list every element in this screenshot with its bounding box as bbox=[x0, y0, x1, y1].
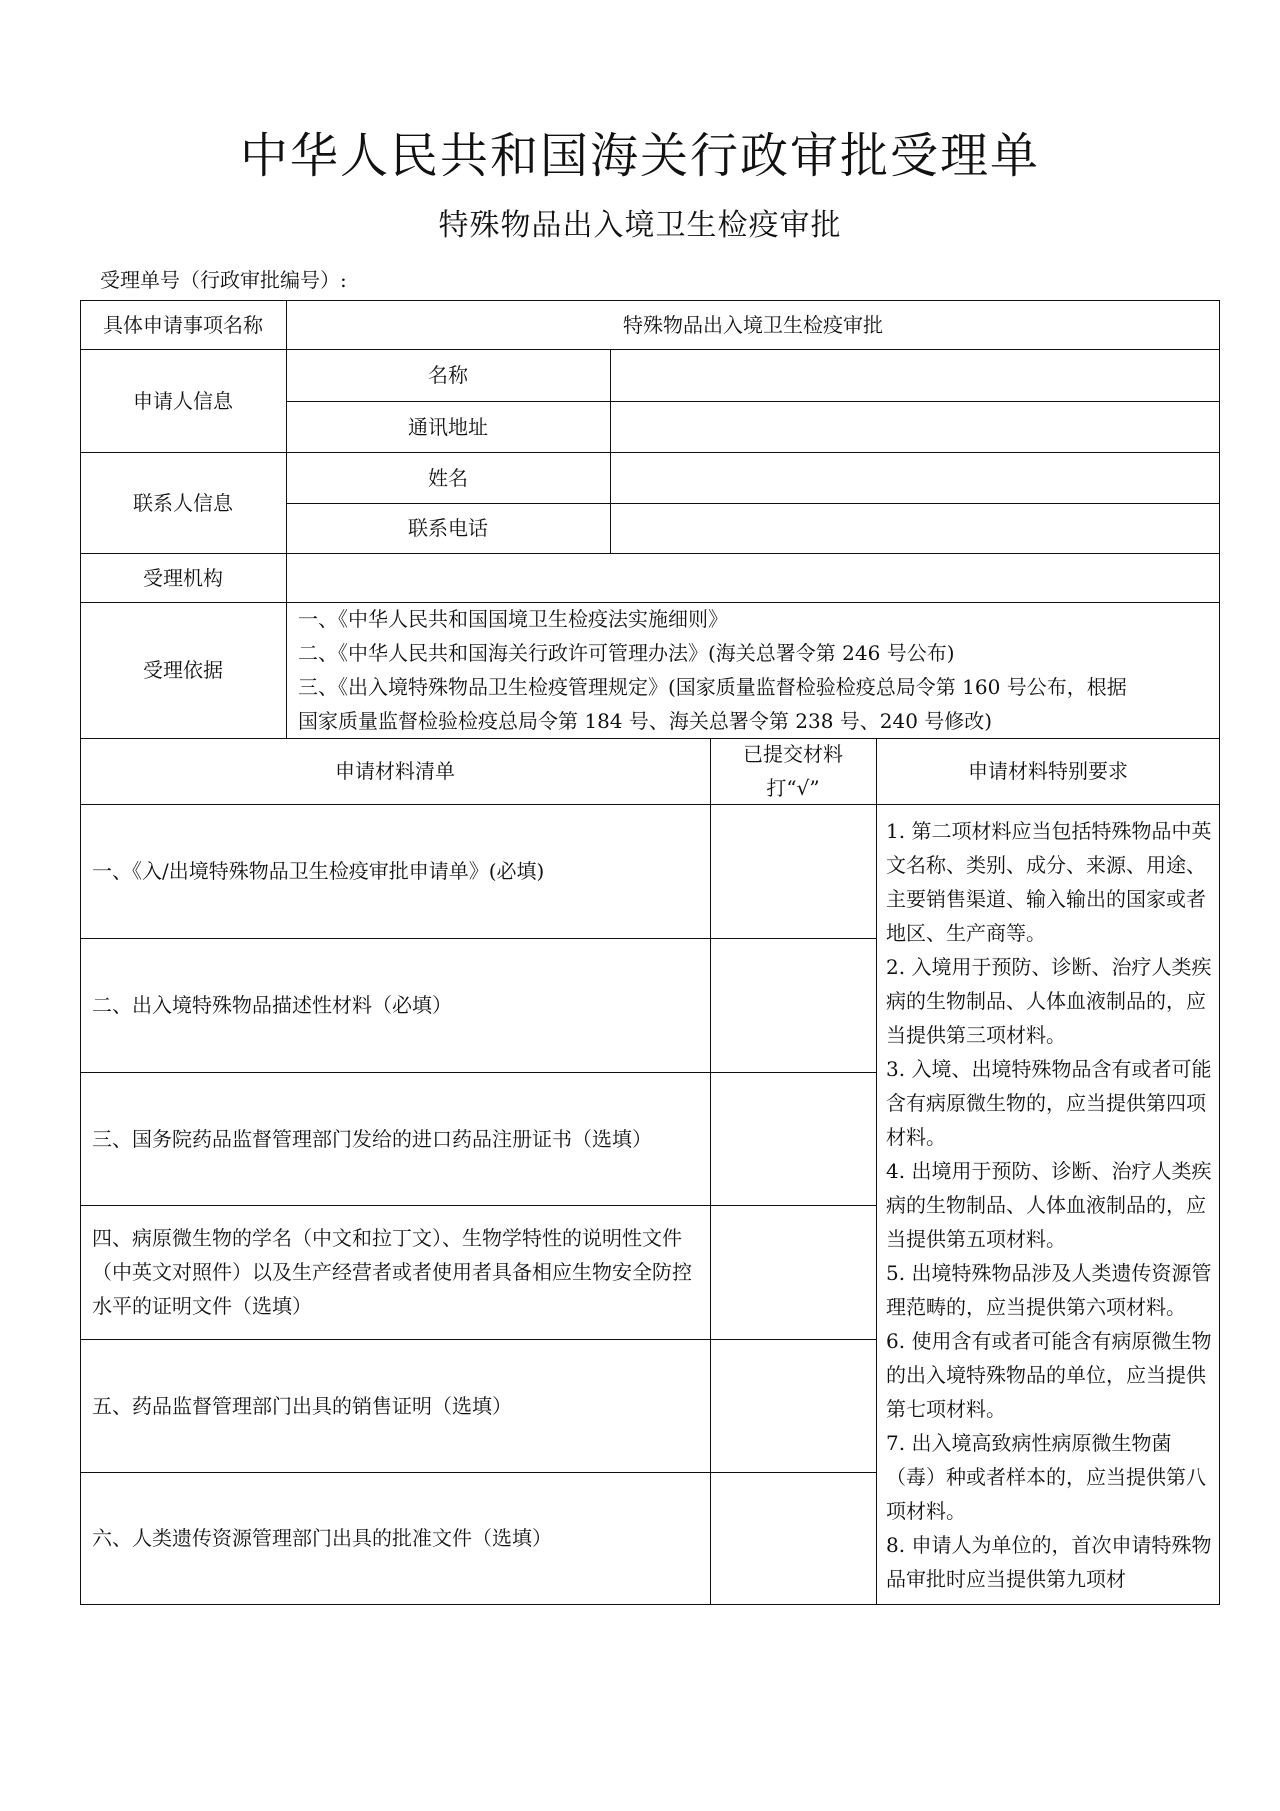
requirement-item: 1. 第二项材料应当包括特殊物品中英文名称、类别、成分、来源、用途、主要销售渠道、输入输出的国家或者地区、生产商等。 bbox=[886, 819, 1212, 945]
submitted-checkbox[interactable] bbox=[710, 1205, 876, 1339]
submitted-checkbox[interactable] bbox=[710, 1072, 876, 1205]
document-subtitle: 特殊物品出入境卫生检疫审批 bbox=[438, 208, 842, 243]
material-item: 一、《入/出境特殊物品卫生检疫审批申请单》(必填) bbox=[92, 859, 545, 883]
submitted-header-line: 打“√” bbox=[766, 776, 820, 800]
submitted-checkbox[interactable] bbox=[710, 1339, 876, 1472]
contact-info-label: 联系人信息 bbox=[133, 490, 233, 515]
requirement-item: 7. 出入境高致病性病原微生物菌（毒）种或者样本的，应当提供第八项材料。 bbox=[886, 1431, 1206, 1523]
requirement-item: 2. 入境用于预防、诊断、治疗人类疾病的生物制品、人体血液制品的，应当提供第三项材料。 bbox=[886, 955, 1212, 1047]
acceptance-number-label: 受理单号（行政审批编号）: bbox=[100, 268, 347, 292]
submitted-checkbox[interactable] bbox=[710, 1472, 876, 1604]
applicant-address-field[interactable] bbox=[610, 401, 1220, 452]
requirement-item: 3. 入境、出境特殊物品含有或者可能含有病原微生物的，应当提供第四项材料。 bbox=[886, 1057, 1212, 1149]
contact-phone-field[interactable] bbox=[610, 503, 1220, 553]
material-item: 四、病原微生物的学名（中文和拉丁文）、生物学特性的说明性文件（中英文对照件）以及生产经营者或者使用者具备相应生物安全防控水平的证明文件（选填） bbox=[92, 1226, 692, 1318]
material-item: 二、出入境特殊物品描述性材料（必填） bbox=[92, 993, 452, 1017]
requirements-header: 申请材料特别要求 bbox=[968, 759, 1128, 783]
basis-line: 三、《出入境特殊物品卫生检疫管理规定》(国家质量监督检验检疫总局令第 160 号公布，根据 bbox=[298, 675, 1127, 699]
contact-name-field[interactable] bbox=[610, 452, 1220, 503]
applicant-address-label: 通讯地址 bbox=[408, 414, 488, 439]
submitted-header bbox=[710, 738, 876, 804]
table-line bbox=[80, 1604, 1220, 1605]
material-item: 三、国务院药品监督管理部门发给的进口药品注册证书（选填） bbox=[92, 1126, 652, 1151]
submitted-checkbox[interactable] bbox=[710, 804, 876, 938]
basis-line: 国家质量监督检验检疫总局令第 184 号、海关总署令第 238 号、240 号修改) bbox=[298, 709, 993, 733]
requirement-item: 6. 使用含有或者可能含有病原微生物的出入境特殊物品的单位，应当提供第七项材料。 bbox=[886, 1329, 1212, 1421]
item-name-value: 特殊物品出入境卫生检疫审批 bbox=[623, 312, 883, 337]
item-name-label: 具体申请事项名称 bbox=[103, 312, 263, 337]
applicant-name-label: 名称 bbox=[428, 363, 468, 387]
basis-list bbox=[286, 602, 1220, 738]
basis-line: 二、《中华人民共和国海关行政许可管理办法》(海关总署令第 246 号公布) bbox=[298, 641, 955, 665]
submitted-header-line: 已提交材料 bbox=[743, 742, 843, 766]
contact-name-label: 姓名 bbox=[428, 465, 468, 490]
agency-label: 受理机构 bbox=[143, 565, 223, 590]
basis-line: 一、《中华人民共和国国境卫生检疫法实施细则》 bbox=[298, 607, 728, 631]
submitted-checkbox[interactable] bbox=[710, 938, 876, 1072]
applicant-name-field[interactable] bbox=[610, 349, 1220, 401]
acceptance-form-table bbox=[80, 300, 1220, 1605]
document-title: 中华人民共和国海关行政审批受理单 bbox=[239, 128, 1040, 184]
requirements-list bbox=[876, 804, 1220, 1604]
contact-phone-label: 联系电话 bbox=[408, 516, 488, 540]
requirement-item: 4. 出境用于预防、诊断、治疗人类疾病的生物制品、人体血液制品的，应当提供第五项材料。 bbox=[886, 1159, 1212, 1251]
requirement-item: 5. 出境特殊物品涉及人类遗传资源管理范畴的，应当提供第六项材料。 bbox=[886, 1261, 1212, 1319]
applicant-info-label: 申请人信息 bbox=[133, 388, 233, 413]
agency-field[interactable] bbox=[286, 553, 1220, 602]
requirement-item: 8. 申请人为单位的，首次申请特殊物品审批时应当提供第九项材 bbox=[886, 1533, 1212, 1591]
material-item: 五、药品监督管理部门出具的销售证明（选填） bbox=[92, 1393, 512, 1418]
materials-header: 申请材料清单 bbox=[335, 759, 455, 783]
basis-label: 受理依据 bbox=[143, 658, 223, 682]
material-item: 六、人类遗传资源管理部门出具的批准文件（选填） bbox=[92, 1526, 552, 1550]
